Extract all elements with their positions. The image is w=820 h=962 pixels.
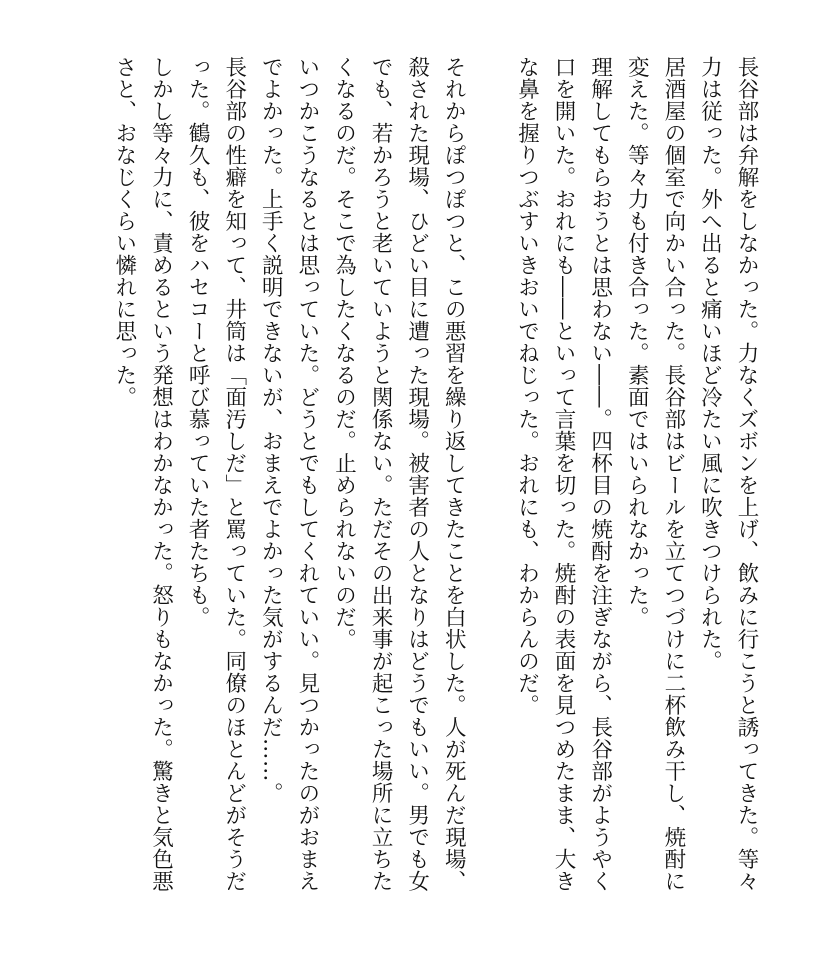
- vertical-text-body: [105, 56, 764, 906]
- blank-line-spacer: [471, 56, 508, 906]
- paragraph-7: しかし等々力に、責めるという発想はわかなかった。怒りもなかった。驚きと気色悪さと、おなじくらい憐れに思った。: [111, 56, 174, 892]
- paragraph-2: 居酒屋の個室で向かい合った。長谷部はビールを立てつづけに二杯飲み干し、焼酎に変えた。等々力も付き合った。素面ではいられなかった。: [624, 56, 686, 892]
- paragraph-3: 理解してもらおうとは思わない――。四杯目の焼酎を注ぎながら、長谷部がようやく口を開いた。おれにも――といって言葉を切った。焼酎の表面を見つめたまま、大きな鼻を握りつぶすいきおいでねじった。おれにも、わからんのだ。: [514, 56, 613, 892]
- paragraph-5: いつかこうなるとは思っていた。どうとでもしてくれていい。見つかったのがおまえでよかった。上手く説明できないが、おまえでよかった気がするんだ……。: [258, 56, 320, 892]
- paragraph-6: 長谷部の性癖を知って、井筒は「面汚しだ」と罵っていた。同僚のほとんどがそうだった。鶴久も、彼をハセコーと呼び慕っていた者たちも。: [185, 56, 247, 892]
- paragraph-1: 長谷部は弁解をしなかった。力なくズボンを上げ、飲みに行こうと誘ってきた。等々力は従った。外へ出ると痛いほど冷たい風に吹きつけられた。: [697, 56, 759, 892]
- paragraph-4: それからぽつぽつと、この悪習を繰り返してきたことを白状した。人が死んだ現場、殺された現場、ひどい目に遭った現場。被害者の人となりはどうでもいい。男でも女でも、若かろうと老いていようと関係ない。ただその出来事が起こった場所に立ちたくなるのだ。そこで為したくなるのだ。止められないのだ。: [331, 56, 467, 892]
